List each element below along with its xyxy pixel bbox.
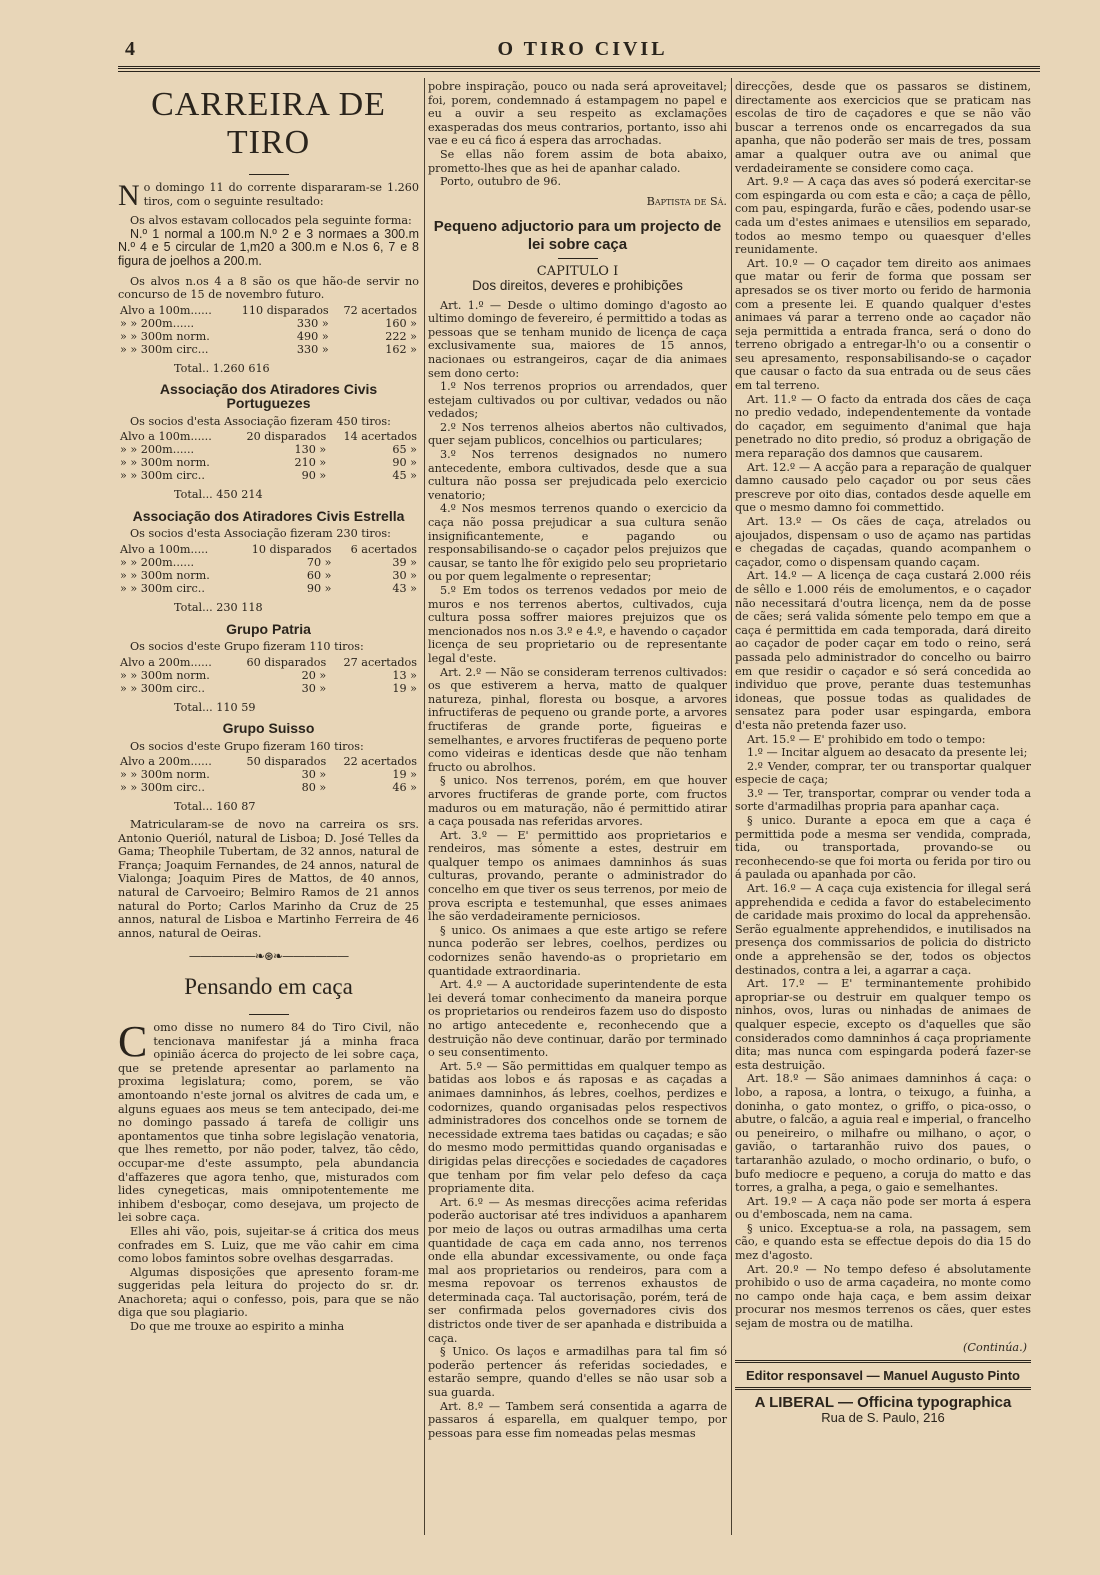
table-cell: 30 » [301,681,327,695]
paragraph: Matricularam-se de novo na carreira os srs. Antonio Queriól, natural de Lisboa; D. José Telles da Gama; Theophile Tubertam, de 32 annos, natural de França; Joaquim Fernandes, de 24 annos, natural de Vialonga; Joaquim Pires de Mattos, de 40 annos, natural de Carvoeiro; Belmiro Ramos de 21 annos natural do Porto; Carlos Marinho da Cruz de 25 annos, natural de Lisboa e Martinho Ferreira de 46 annos, natural de Oeiras. [118,818,419,940]
table-cell: 45 » [392,469,417,483]
results-table [118,304,419,356]
editor-line: Editor responsavel — Manuel Augusto Pinto [746,1368,1020,1384]
table-cell: 6 acertados [350,542,417,556]
table-cell: » » 300m circ.. [120,781,205,795]
table-cell: » » 300m norm. [120,568,210,582]
article-paragraph: Art. 8.º — Tambem será consentida a agarra de passaros á esparella, em qualquer tempo, por pessoas para esse fim nomeadas pelas mesmas [428,1399,727,1440]
total-row: Total... 450 214 [174,488,263,502]
table-row [118,682,419,695]
paragraph: Os alvos n.os 4 a 8 são os que hão-de servir no concurso de 15 de novembro futuro. [118,274,419,302]
table-row [118,656,419,669]
article-paragraph: Art. 2.º — Não se consideram terrenos cultivados: os que estiverem a herva, matto de qualquer natureza, pinhal, floresta ou bosque, a arvores infructiferas de pequeno ou grande porte, a arvores fructiferas de grande porte, figueiras e semelhantes, e arvores fructiferas de pequeno porte como videiras e identicas desde que não tenham fructo ou abrolhos. [428,665,727,774]
article-paragraph: 1.º — Incitar alguem ao desacato da presente lei; [747,746,1028,760]
table-row [118,556,419,569]
table-row [118,768,419,781]
chapter-subheading: Dos direitos, deveres e prohibições [472,277,683,293]
targets-list: N.º 1 normal a 100.m N.º 2 e 3 normaes a 300.m N.º 4 e 5 circular de 1,m20 a 300.m e N.os 6, 7 e 8 figura de joelhos a 200.m. [118,226,419,268]
table-cell: Alvo a 100m...... [120,303,212,317]
article-paragraph: Art. 5.º — São permittidas em qualquer tempo as batidas aos lobos e ás raposas e as caçadas a animaes damninhos, ás lebres, coelhos, perdizes e codornizes, quando organisadas pelos respectivos administradores dos concelhos onde se tornem de necessidade extrema taes batidas ou caçadas; e são do mesmo modo permittidas quando organisadas e dirigidas pelas direcções e sociedades de caçadores que tenham por fim velar pelo defeso da caça propriamente dita. [428,1059,727,1196]
article-paragraph: Art. 11.º — O facto da entrada dos cães de caça no predio vedado, independentemente da vontade do caçador, em seguimento d'animal que haja penetrado no dito predio, só produz a obrigação de mera reparação dos damnos que causarem. [735,392,1031,461]
drop-cap: C [118,1017,148,1066]
newspaper-title: O TIRO CIVIL [497,38,668,60]
page-number: 4 [125,38,135,60]
table-cell: 90 » [306,581,332,595]
table-cell: 210 » [294,456,327,470]
table-cell: 162 » [385,342,417,356]
article-paragraph: 3.º — Ter, transportar, comprar ou vender toda a sorte d'armadilhas propria para apanhar caça. [735,786,1031,814]
article-paragraph: 4.º Nos mesmos terrenos quando o exercicio da caça não possa prejudicar a sua cultura senão insignificantemente, e pagando ou responsabilisando-se o caçador pelos prejuizos que causar, se tanto lhe fôr exigido pelo seu proprietario ou por quem legalmente o representar; [428,502,727,584]
table-row [118,543,419,556]
column-3 [735,80,1031,1425]
ornament-divider: ——————❧⊛❧—————— [188,949,349,964]
paragraph: Elles ahi vão, pois, sujeitar-se á critica dos meus confrades em S. Luiz, que me vão cahir em cima como lobos famintos sobre ovelhas desgarradas. [118,1224,419,1266]
table-cell: 80 » [301,781,327,795]
title-rule [558,258,598,259]
table-row [118,469,419,482]
table-row [118,781,419,794]
table-row [118,755,419,768]
drop-cap: N [118,179,140,212]
table-cell: 46 » [392,781,417,795]
table-cell: 65 » [392,443,417,457]
table-row [118,669,419,682]
table-cell: 13 » [392,668,417,682]
continued-note: (Continúa.) [963,1340,1027,1354]
article-paragraph: Art. 19.º — A caça não pode ser morta á espera ou d'emboscada, nem na cama. [735,1194,1031,1222]
table-cell: Alvo a 200m...... [120,755,212,769]
total-row: Total.. 1.260 616 [174,361,270,375]
table-row [118,317,419,330]
signature: Baptista de Sá. [646,194,727,208]
footer-rule [735,1360,1031,1363]
paragraph: Os socios d'este Grupo fizeram 110 tiros: [130,640,364,654]
table-row [118,343,419,356]
table-row [118,456,419,469]
article-paragraph: Art. 9.º — A caça das aves só poderá exercitar-se com espingarda ou com esta e cão; a caça de pêllo, com pau, espingarda, furão e cães, podendo usar-se cada um d'estes animaes e utensilios em separado, todos ao mesmo tempo ou quaesquer d'elles reunidamente. [735,175,1031,257]
table-row [118,430,419,443]
table-row [118,304,419,317]
table-cell: » » 300m norm. [120,456,210,470]
article-paragraph: Art. 10.º — O caçador tem direito aos animaes que matar ou ferir de forma que possam ser apresados se os tiver morto ou ferido de harmonia com a presente lei. E quando qualquer d'estes animaes vá parar a terreno onde ao caçador não seja permittida a entrada franca, será o dono do terreno obrigado a entregar-lh'o ou a consentir o seu apresamento, responsabilisando-se o caçador que causar o facto da sua entrada ou de seus cães em tal terreno. [735,256,1031,393]
table-row [118,582,419,595]
page-header [125,38,1040,68]
table-cell: 72 acertados [343,303,417,317]
results-table [118,755,419,794]
intro-paragraph: No domingo 11 do corrente dispararam-se 1.260 tiros, com o seguinte resultado: [118,179,419,212]
paragraph: Os socios d'esta Associação fizeram 230 tiros: [130,527,391,541]
article-paragraph: 5.º Em todos os terrenos vedados por meio de muros e nos terrenos abertos, cultivados, cuja cultura possa soffrer maiores prejuizos que os mencionados nos n.os 3.º e 4.º, e havendo o caçador licença de seu proprietario ou de representante legal d'este. [428,584,727,665]
article-paragraph: Art. 4.º — A auctoridade superintendente de esta lei deverá tomar conhecimento da maneira porque os proprietarios ou rendeiros fazem uso do disposto no artigo antecedente e, reconhecendo que a destruição não deve continuar, darão por terminado o seu consentimento. [428,978,727,1060]
table-cell: 22 acertados [343,755,417,769]
article-paragraph: 2.º Vender, comprar, ter ou transportar qualquer especie de caça; [735,759,1031,787]
column-1 [118,80,419,1334]
table-cell: 222 » [385,329,417,343]
paragraph: Como disse no numero 84 do Tiro Civil, não tencionava manifestar já a minha fraca opinião ácerca do projecto de lei sobre caça, que se pretende apresentar ao parlamento na proxima legislatura; como, porem, se vão amontoando n'este jornal os alvitres de cada um, e alguns eguaes aos meus se tem antecipado, dei-me no domingo passado á tarefa de colligir uns apontamentos que tinha sobre legislação venatoria, que lhes remetto, por não poder, talvez, tão cêdo, occupar-me d'este assumpto, pela abundancia d'affazeres que agora tenho, que, misturados com lides cynegeticas, mais omnipotentemente me inhibem d'esboçar, como desejava, um projecto de lei sobre caça. [118,1017,419,1225]
table-cell: 19 » [392,768,417,782]
article-paragraph: Art. 3.º — E' permittido aos proprietarios e rendeiros, mas sómente a estes, destruir em qualquer tempo os animaes damninhos ás suas culturas, provando, perante o administrador do concelho em que tiver os seus terrenos, por meio de prova escripta e testemunhal, que esses animaes lhe são verdadeiramente perniciosos. [428,828,727,924]
results-table [118,543,419,595]
table-cell: 20 disparados [246,430,327,444]
table-cell: 50 disparados [246,755,327,769]
article-paragraph: Art. 17.º — E' terminantemente prohibido apropriar-se ou destruir em qualquer tempo os ninhos, ovos, luras ou ninhadas de animaes de qualquer especie, excepto os d'aquelles que são considerados como damninhos á caça propriamente dita; mas nunca com espingarda poderá fazer-se esta destruição. [735,977,1031,1072]
article-paragraph: direcções, desde que os passaros se distinem, directamente aos exercicios que se praticam nas escolas de tiro de caçadores e que se não vão buscar a terrenos onde os encarregados da sua apanha, que não poderão ser mais de tres, possam amar a qualquer outra ave ou animal que verdadeiramente se considere como caça. [735,80,1031,175]
section-heading: Grupo Patria [226,620,311,637]
footer-rule [735,1387,1031,1390]
table-cell: 60 » [306,568,332,582]
article-paragraph: Art. 14.º — A licença de caça custará 2.000 réis de sêllo e 1.000 réis de emolumentos, e o caçador não necessitará d'outra licença, nem da de posse de cães; será valida sómente pelo tempo em que a caça é permittida em cada temporada, dará direito ao caçador de poder caçar em todo o reino, será passada pelo administrador do concelho ou bairro em que residir o caçador e só será concedida ao individuo que prove, perante duas testemunhas idoneas, que possue todas as qualidades de sensatez para poder usar espingarda, embora d'esta não pretenda fazer uso. [735,569,1031,732]
table-row [118,569,419,582]
printer-address: Rua de S. Paulo, 216 [821,1410,945,1425]
paragraph: Se ellas não forem assim de bota abaixo, prometto-lhes que as hei de apanhar calado. [428,147,727,175]
table-cell: 39 » [392,555,417,569]
article-paragraph: Art. 20.º — No tempo defeso é absolutamente prohibido o uso de arma caçadeira, no monte como no campo onde haja caça, e bem assim deixar procurar nos mesmos terrenos os cães, quer estes sejam de mostra ou de matilha. [735,1262,1031,1331]
table-cell: » » 300m circ.. [120,681,205,695]
table-cell: » » 200m...... [120,555,195,569]
table-cell: 130 » [294,443,327,457]
table-row [118,330,419,343]
article-paragraph: 1.º Nos terrenos proprios ou arrendados, quer estejam cultivados ou por cultivar, vedados ou não vedados; [428,380,727,421]
table-cell: » » 200m...... [120,316,195,330]
article-paragraph: Art. 18.º — São animaes damninhos á caça: o lobo, a raposa, a lontra, o teixugo, a fuinha, a doninha, o gato montez, o griffo, o pica-osso, o abutre, o falcão, a aguia real e imperial, o francelho ou peneireiro, o milhafre ou milhano, o açor, o gavião, o tartaranhão ruivo dos paues, o tartaranhão azulado, o mocho ordinario, o bufo, o bufo mediocre e pequeno, a coruja do matto e das torres, a gralha, a pega, o gaio e semelhantes. [735,1072,1031,1195]
title-rule [249,1014,289,1015]
paragraph: Os socios d'esta Associação fizeram 450 tiros: [130,414,391,428]
table-cell: 60 disparados [246,655,327,669]
article-title: CARREIRA DE TIRO [151,86,386,161]
table-cell: » » 300m circ.. [120,581,205,595]
table-cell: 70 » [306,555,332,569]
table-cell: 20 » [301,668,327,682]
paragraph: Algumas disposições que apresento foram-me suggeridas pela leitura do projecto do sr. dr. Anachoreta; aqui o confesso, pois, para que se não diga que sou plagiario. [118,1265,419,1320]
title-rule [249,174,289,175]
chapter-heading: CAPITULO I [536,264,619,280]
column-divider [424,78,425,1535]
article-paragraph: § Unico. Os laços e armadilhas para tal fim só poderão pertencer ás referidas sociedades, e estarão sempre, quando d'elles se não usar sob a sua guarda. [428,1345,727,1400]
section-heading: Grupo Suisso [222,720,315,737]
total-row: Total... 110 59 [174,700,256,714]
article-paragraph: Art. 16.º — A caça cuja existencia for illegal será apprehendida e cedida a favor do estabelecimento de caridade mais proximo do local da apprehensão. Serão egualmente apprehendidos, e inutilisados na presença dos commissarios de policia do districto onde a apprehensão se der, todos os objectos destinados, contra a lei, a agarrar a caça. [735,882,1031,977]
article-paragraph: Art. 15.º — E' prohibido em todo o tempo: [747,732,986,746]
header-rule [118,66,1040,69]
article-paragraph: § unico. Durante a epoca em que a caça é permittida pode a mesma ser vendida, comprada, tida, ou transportada, provando-se ou reconhecendo-se que foi morta ou ferida por tiro ou á paulada ou apanhada por cão. [735,814,1031,882]
table-cell: » » 300m norm. [120,329,210,343]
table-cell: 90 » [301,469,327,483]
article-paragraph: § unico. Exceptua-se a rola, na passagem, sem cão, e quando esta se effectue depois do dia 15 do mez d'agosto. [735,1221,1031,1263]
printer-name: A LIBERAL — Officina typographica [754,1393,1012,1411]
table-cell: » » 200m...... [120,443,195,457]
article-paragraph: Art. 6.º — As mesmas direcções acima referidas poderão auctorisar até tres individuos a apanharem por meio de laços ou outras armadilhas uma certa quantidade de caça em cada anno, nos terrenos onde ella abundar excessivamente, ou onde faça mal aos proprietarios ou rendeiros, para com a mesma repovoar os terrenos exhaustos de determinada caça. Tal auctorisação, porém, terá de ser confirmada pelos governadores civis dos districtos onde tiver de ser apanhada e distribuida a caça. [428,1195,727,1345]
paragraph: pobre inspiração, pouco ou nada será aproveitavel; foi, porem, condemnado á estampagem no papel e eu a ouvir a seu respeito as exclamações exasperadas dos meus contrarios, portanto, isso ahi vae e eu cá fico á espera das arrochadas. [428,80,727,148]
paragraph: Porto, outubro de 96. [440,175,562,189]
article-title: Pequeno adjuctorio para um projecto de lei sobre caça [433,218,722,254]
table-cell: 330 » [296,316,329,330]
table-row [118,443,419,456]
table-cell: » » 300m circ... [120,342,209,356]
article-paragraph: § unico. Nos terrenos, porém, em que houver arvores fructiferas de grande porte, com fructos maduros ou em maturação, não é permittido atirar a caça pousada nas referidas arvores. [428,774,727,829]
table-cell: Alvo a 100m..... [120,542,209,556]
paragraph: Os socios d'este Grupo fizeram 160 tiros: [130,739,364,753]
table-cell: 30 » [301,768,327,782]
section-heading: Associação dos Atiradores Civis Estrella [132,507,405,524]
table-cell: Alvo a 200m...... [120,655,212,669]
table-cell: » » 300m norm. [120,668,210,682]
table-cell: 30 » [392,568,417,582]
column-divider [731,78,732,1535]
paragraph: Do que me trouxe ao espirito a minha [130,1320,345,1334]
table-cell: Alvo a 100m...... [120,430,212,444]
article-paragraph: Art. 13.º — Os cães de caça, atrelados ou ajoujados, dispensam o uso de açamo nas partidas e chegadas de caçadas, quando acompanhem o caçador, como o dispensam quando caçam. [735,515,1031,569]
article-title: Pensando em caça [184,974,353,999]
article-paragraph: Art. 1.º — Desde o ultimo domingo d'agosto ao ultimo domingo de fevereiro, é permittido a todas as pessoas que se tenham munido de licença de caça exclusivamente sua, maiores de 15 annos, nacionaes ou estrangeiros, caçar de dia animaes sem dono certo: [428,298,727,380]
table-cell: » » 300m norm. [120,768,210,782]
table-cell: 490 » [296,329,329,343]
total-row: Total... 230 118 [174,600,263,614]
table-cell: 14 acertados [343,430,417,444]
article-paragraph: 3.º Nos terrenos designados no numero antecedente, embora cultivados, desde que a sua cultura não possa ser prejudicada pelo exercicio venatorio; [428,448,727,502]
article-paragraph: Art. 12.º — A acção para a reparação de qualquer damno causado pelo caçador ou por seus cães prescreve por oito dias, contados desde aquelle em que o mesmo damno foi commettido. [735,460,1031,515]
paragraph: Os alvos estavam collocados pela seguinte forma: [130,214,412,228]
results-table [118,656,419,695]
table-cell: 160 » [385,316,417,330]
table-cell: 27 acertados [343,655,417,669]
table-cell: » » 300m circ.. [120,469,205,483]
column-2 [428,80,727,1440]
table-cell: 110 disparados [241,303,329,317]
table-cell: 19 » [392,681,417,695]
header-rule-thin [118,71,1040,72]
section-heading: Associação dos Atiradores Civis Portuguezes [159,381,378,411]
table-cell: 330 » [296,342,329,356]
table-cell: 10 disparados [251,542,332,556]
total-row: Total... 160 87 [174,800,256,814]
results-table [118,430,419,482]
table-cell: 90 » [392,456,417,470]
table-cell: 43 » [392,581,417,595]
article-paragraph: 2.º Nos terrenos alheios abertos não cultivados, quer sejam publicos, concelhios ou particulares; [428,420,727,448]
article-paragraph: § unico. Os animaes a que este artigo se refere nunca poderão ser lebres, coelhos, perdizes ou codornizes senão havendo-as o proprietario em quantidade extraordinaria. [428,923,727,978]
